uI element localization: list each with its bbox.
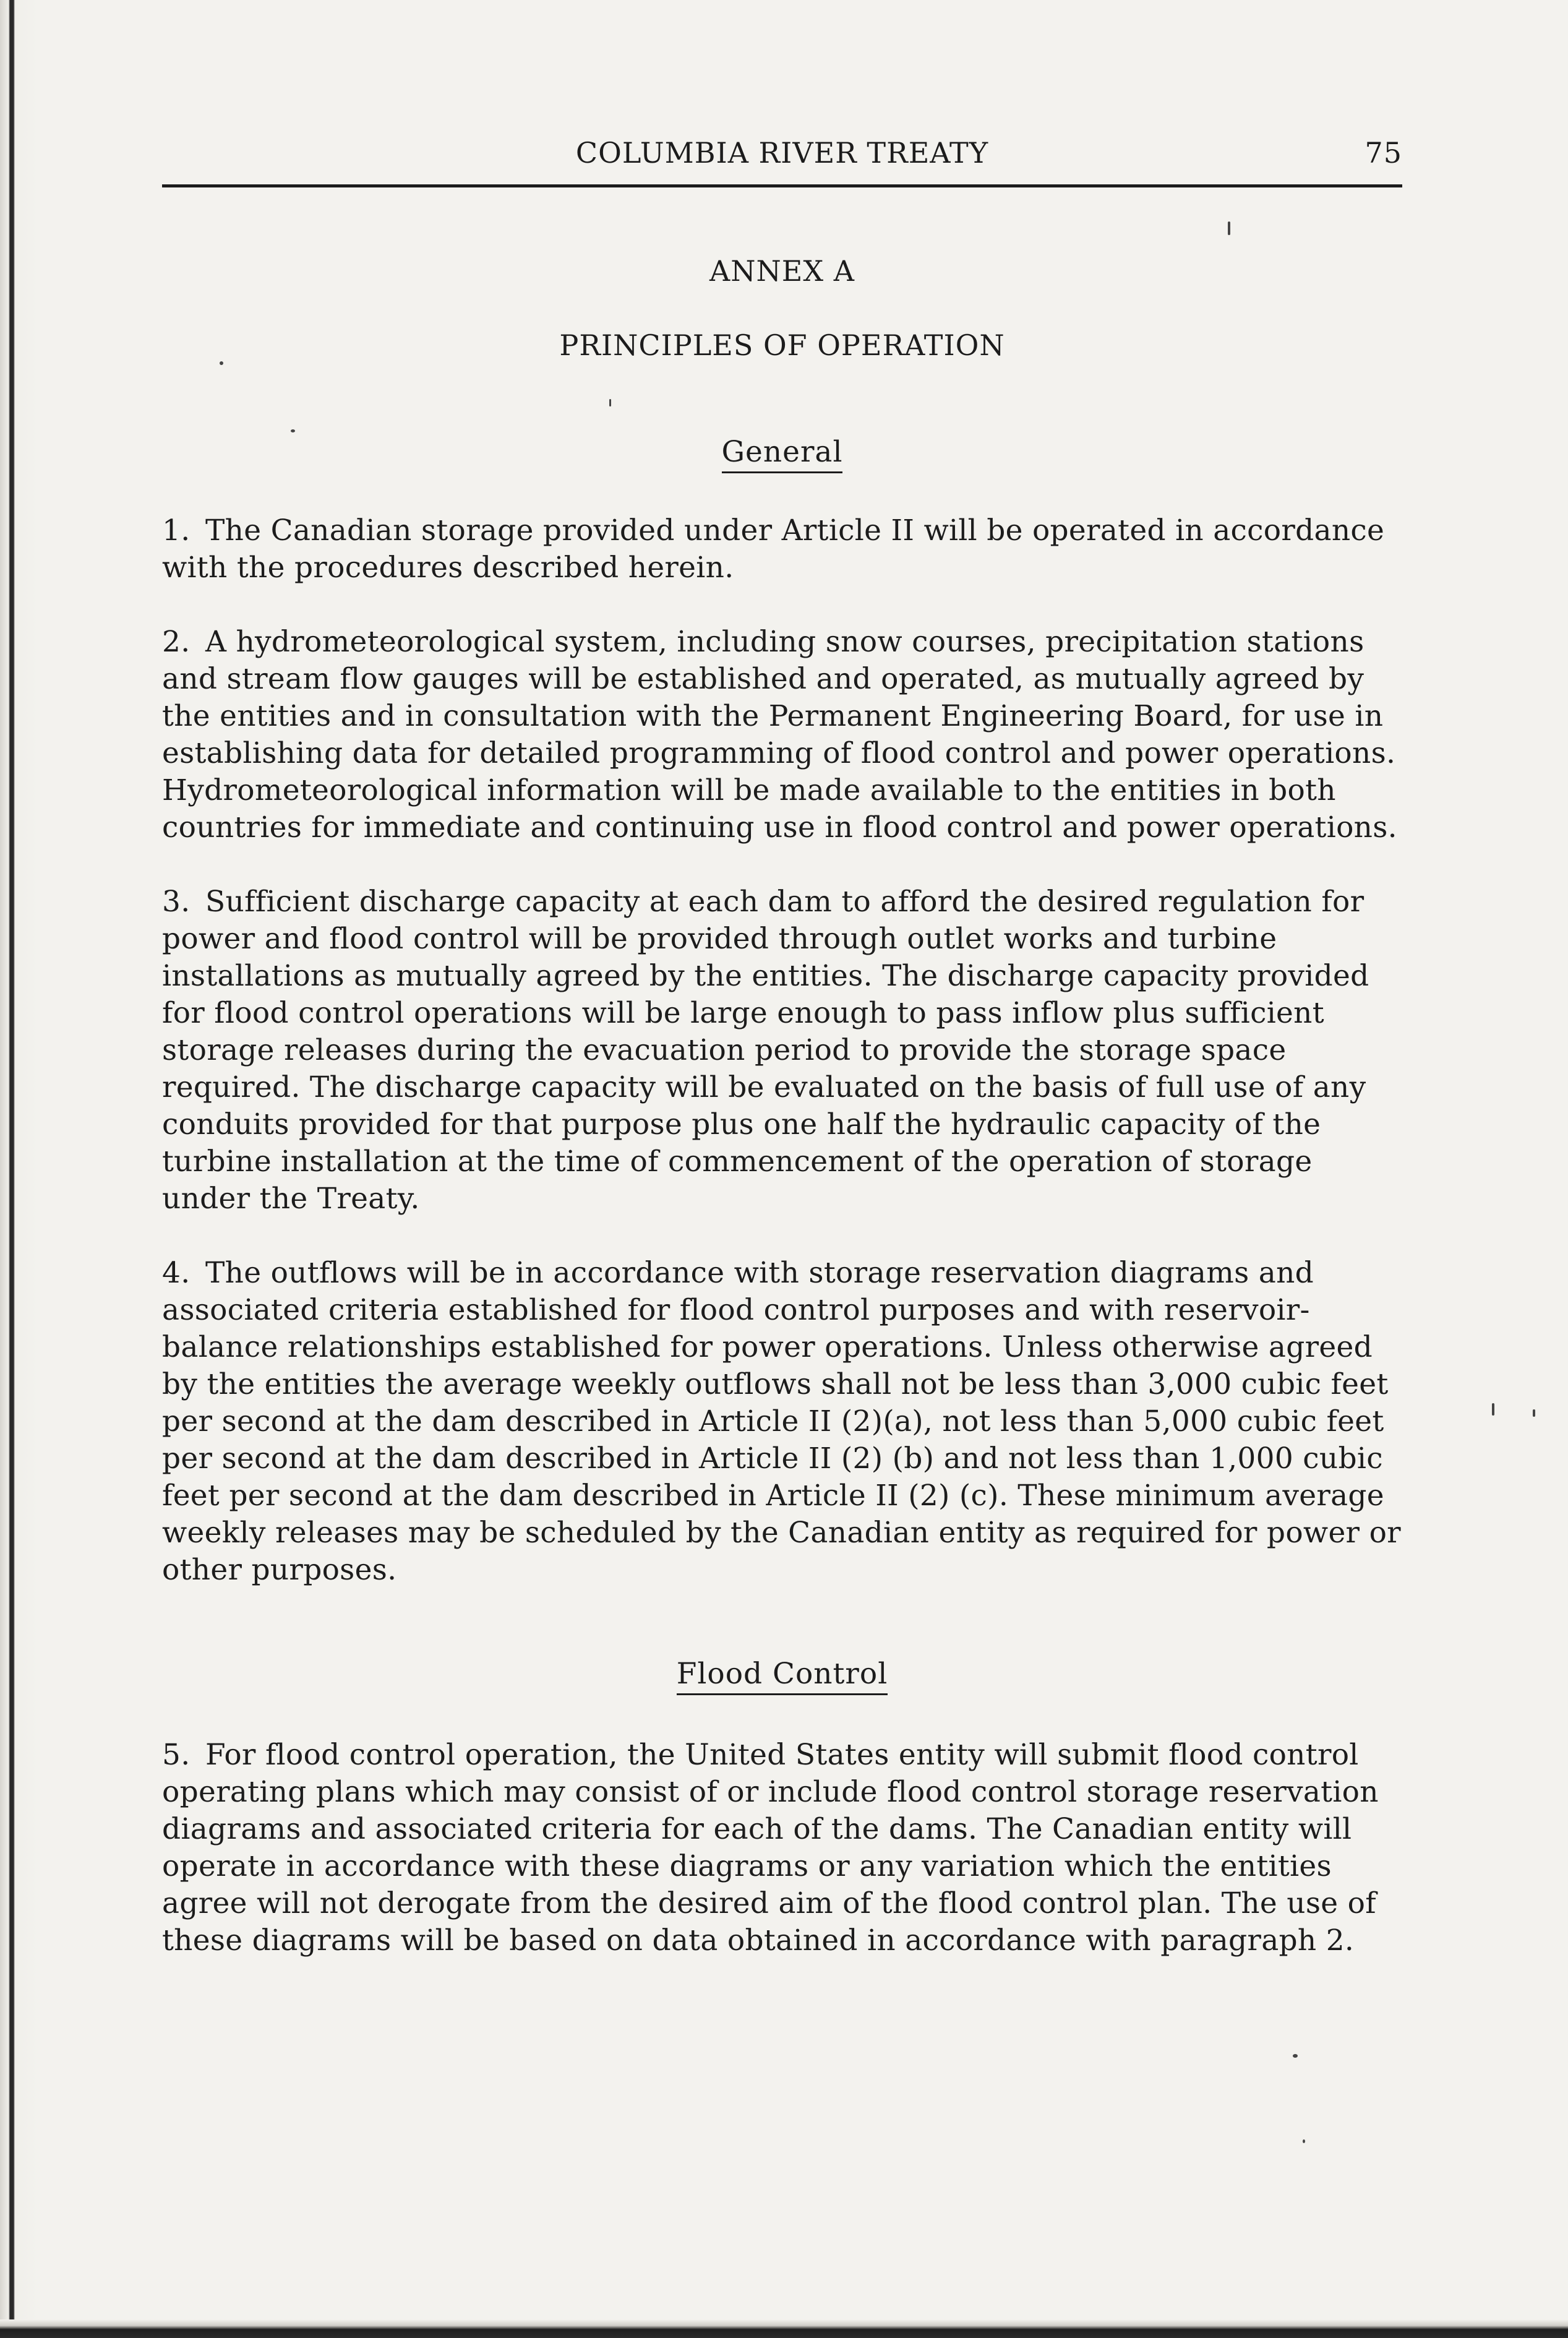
running-title: COLUMBIA RIVER TREATY — [575, 136, 989, 170]
scan-speck — [1303, 2139, 1305, 2143]
annex-title: ANNEX A — [709, 254, 855, 288]
paragraph-number: 3. — [162, 885, 191, 919]
scan-speck — [1533, 1409, 1535, 1417]
principles-title: PRINCIPLES OF OPERATION — [559, 329, 1005, 362]
page-number: 75 — [1365, 136, 1402, 170]
paragraph-number: 4. — [162, 1256, 191, 1290]
paragraph-5 — [162, 1737, 1402, 1959]
section-heading-flood-control-text: Flood Control — [677, 1657, 888, 1695]
paragraph-text: The outflows will be in accordance with storage reservation diagrams and associated criteria established for flood control purposes and with reservoir-balance relationships established for power operations. Unless otherwise agreed by the entities the average weekly outflows shall not be less than 3,000 cubic feet per second at the dam described in Article II (2)(a), not less than 5,000 cubic feet per second at the dam described in Article II (2) (b) and not less than 1,000 cubic feet per second at the dam described in Article II (2) (c). These minimum average weekly releases may be scheduled by the Canadian entity as required for power or other purposes. — [162, 1256, 1401, 1587]
paragraph-3 — [162, 883, 1402, 1218]
paragraph-1 — [162, 512, 1402, 587]
scan-binding-edge — [0, 0, 38, 2338]
paragraph-number: 1. — [162, 514, 191, 548]
scan-bottom-edge — [0, 2319, 1568, 2338]
paragraph-number: 5. — [162, 1738, 191, 1772]
document-page — [162, 136, 1402, 1959]
paragraph-4 — [162, 1255, 1402, 1589]
header-rule — [162, 184, 1402, 187]
paragraph-text: Sufficient discharge capacity at each dam to afford the desired regulation for power and flood control will be provided through outlet works and turbine installations as mutually agreed by the entities. The discharge capacity provided for flood control operations will be large enough to pass inflow plus sufficient storage releases during the evacuation period to provide the storage space required. The discharge capacity will be evaluated on the basis of full use of any conduits provided for that purpose plus one half the hydraulic capacity of the turbine installation at the time of commencement of the operation of storage under the Treaty. — [162, 885, 1369, 1216]
running-header — [162, 136, 1402, 179]
paragraph-2 — [162, 624, 1402, 846]
paragraph-text: A hydrometeorological system, including snow courses, precipitation stations and stream flow gauges will be established and operated, as mutually agreed by the entities and in consultation with the Permanent Engineering Board, for use in establishing data for detailed programming of flood control and power operations. Hydrometeorological information will be made available to the entities in both countries for immediate and continuing use in flood control and power operations. — [162, 625, 1397, 845]
paragraph-text: For flood control operation, the United States entity will submit flood control operating plans which may consist of or include flood control storage reservation diagrams and associated criteria for each of the dams. The Canadian entity will operate in accordance with these diagrams or any variation which the entities agree will not derogate from the desired aim of the flood control plan. The use of these diagrams will be based on data obtained in accordance with paragraph 2. — [162, 1738, 1379, 1958]
section-heading-flood-control — [162, 1657, 1402, 1691]
paragraph-number: 2. — [162, 625, 191, 659]
scan-speck — [1492, 1403, 1494, 1416]
section-heading-general-text: General — [722, 435, 843, 473]
scan-speck — [1293, 2054, 1298, 2058]
paragraph-text: The Canadian storage provided under Article II will be operated in accordance with the procedures described herein. — [162, 514, 1385, 585]
section-heading-general — [162, 435, 1402, 469]
